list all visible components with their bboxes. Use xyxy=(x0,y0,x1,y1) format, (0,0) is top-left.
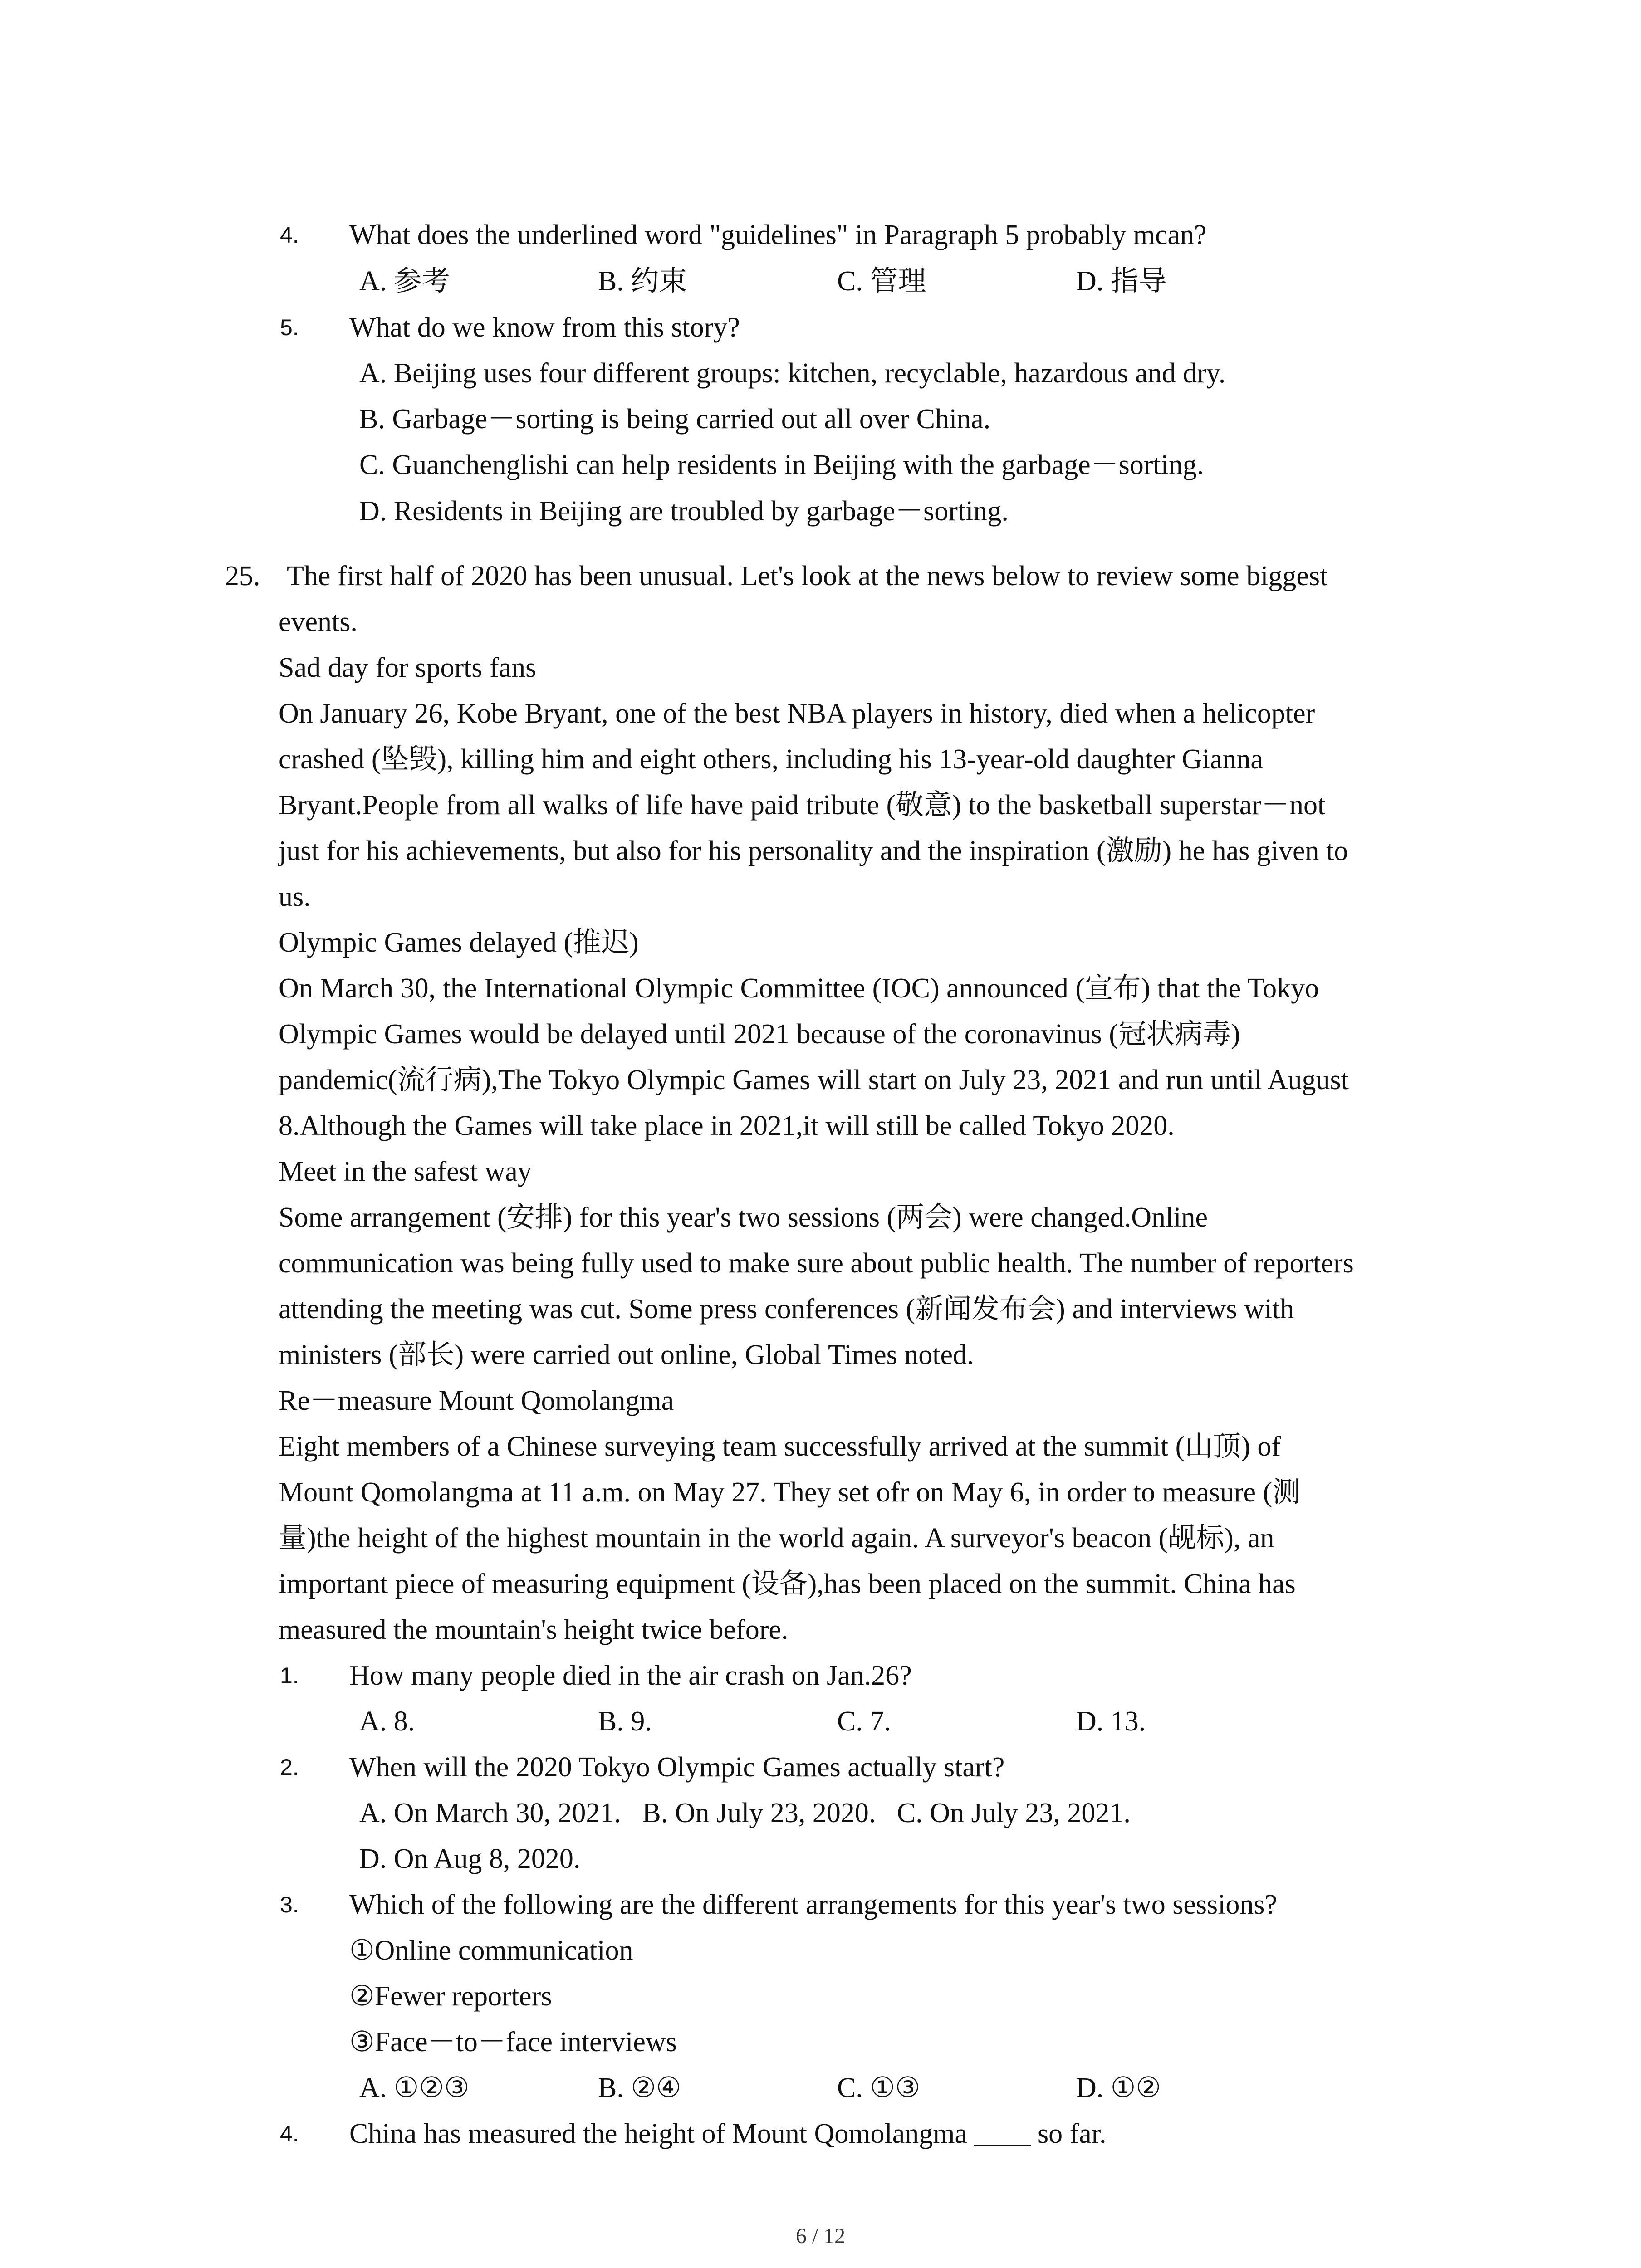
passage-line: us. xyxy=(279,881,311,912)
question-text: Which of the following are the different arrangements for this year's two sessions? xyxy=(349,1889,1278,1920)
option-d: D. 13. xyxy=(1076,1706,1146,1737)
passage-line: important piece of measuring equipment (设备),has been placed on the summit. China has xyxy=(279,1569,1296,1599)
passage-line: On January 26, Kobe Bryant, one of the best NBA players in history, died when a helicopter xyxy=(279,698,1315,729)
option-d: D. 指导 xyxy=(1076,266,1167,297)
passage-heading: Meet in the safest way xyxy=(279,1156,532,1187)
option-b: B. ②④ xyxy=(598,2072,681,2103)
question-number: 1. xyxy=(280,1663,299,1688)
option-d: D. ①② xyxy=(1076,2072,1161,2103)
question-number: 3. xyxy=(280,1892,299,1917)
passage-line: ministers (部长) were carried out online, Global Times noted. xyxy=(279,1339,974,1370)
options-line: A. On March 30, 2021. B. On July 23, 2020. C. On July 23, 2021. xyxy=(359,1798,1131,1828)
question-text: How many people died in the air crash on Jan.26? xyxy=(349,1660,912,1691)
passage-line: communication was being fully used to make sure about public health. The number of reporters xyxy=(279,1248,1354,1279)
passage-line: crashed (坠毁), killing him and eight others, including his 13-year-old daughter Gianna xyxy=(279,744,1263,775)
passage-line: Olympic Games would be delayed until 2021 because of the coronavinus (冠状病毒) xyxy=(279,1019,1240,1050)
passage-number: 25. xyxy=(225,561,260,591)
passage-line: pandemic(流行病),The Tokyo Olympic Games will start on July 23, 2021 and run until August xyxy=(279,1065,1349,1095)
option-b: B. 9. xyxy=(598,1706,652,1737)
question-text: What does the underlined word "guidelines" in Paragraph 5 probably mcan? xyxy=(349,220,1207,250)
passage-heading: Olympic Games delayed (推迟) xyxy=(279,927,639,958)
option-a: A. 8. xyxy=(359,1706,415,1737)
option-c: C. 管理 xyxy=(837,266,926,297)
passage-heading: Re－measure Mount Qomolangma xyxy=(279,1385,674,1416)
passage-line: On March 30, the International Olympic Committee (IOC) announced (宣布) that the Tokyo xyxy=(279,973,1319,1004)
passage-line: Mount Qomolangma at 11 a.m. on May 27. They set ofr on May 6, in order to measure (测 xyxy=(279,1477,1301,1508)
passage-line: measured the mountain's height twice before. xyxy=(279,1614,789,1645)
passage-line: Some arrangement (安排) for this year's two sessions (两会) were changed.Online xyxy=(279,1202,1208,1233)
question-number: 4. xyxy=(280,222,299,248)
question-number: 2. xyxy=(280,1755,299,1780)
option-d: D. Residents in Beijing are troubled by garbage－sorting. xyxy=(359,496,1009,527)
option-d: D. On Aug 8, 2020. xyxy=(359,1843,581,1874)
statement-item: ①Online communication xyxy=(349,1935,633,1966)
passage-heading: Sad day for sports fans xyxy=(279,652,537,683)
option-c: C. 7. xyxy=(837,1706,891,1737)
passage-line: attending the meeting was cut. Some press conferences (新闻发布会) and interviews with xyxy=(279,1294,1294,1325)
option-c: C. Guanchenglishi can help residents in Beijing with the garbage－sorting. xyxy=(359,450,1204,480)
question-text: When will the 2020 Tokyo Olympic Games actually start? xyxy=(349,1752,1005,1783)
option-a: A. ①②③ xyxy=(359,2072,470,2103)
passage-line: just for his achievements, but also for his personality and the inspiration (激励) he has given to xyxy=(279,836,1348,866)
passage-line: 量)the height of the highest mountain in the world again. A surveyor's beacon (觇标), an xyxy=(279,1523,1274,1554)
statement-item: ②Fewer reporters xyxy=(349,1981,552,2012)
option-a: A. 参考 xyxy=(359,266,450,297)
option-c: C. ①③ xyxy=(837,2072,921,2103)
question-number: 5. xyxy=(280,315,299,340)
option-a: A. Beijing uses four different groups: kitchen, recyclable, hazardous and dry. xyxy=(359,358,1226,389)
page-number: 6 / 12 xyxy=(795,2224,846,2248)
question-text: What do we know from this story? xyxy=(349,312,740,343)
passage-line: events. xyxy=(279,606,358,637)
question-text: China has measured the height of Mount Qomolangma ____ so far. xyxy=(349,2118,1107,2149)
passage-line: 8.Although the Games will take place in 2021,it will still be called Tokyo 2020. xyxy=(279,1110,1175,1141)
statement-item: ③Face－to－face interviews xyxy=(349,2027,677,2058)
option-b: B. 约束 xyxy=(598,266,687,297)
passage-line: The first half of 2020 has been unusual. Let's look at the news below to review some biggest xyxy=(287,561,1328,591)
option-b: B. Garbage－sorting is being carried out all over China. xyxy=(359,404,991,435)
passage-line: Bryant.People from all walks of life have paid tribute (敬意) to the basketball superstar－not xyxy=(279,790,1326,821)
passage-line: Eight members of a Chinese surveying team successfully arrived at the summit (山顶) of xyxy=(279,1431,1281,1462)
question-number: 4. xyxy=(280,2121,299,2146)
